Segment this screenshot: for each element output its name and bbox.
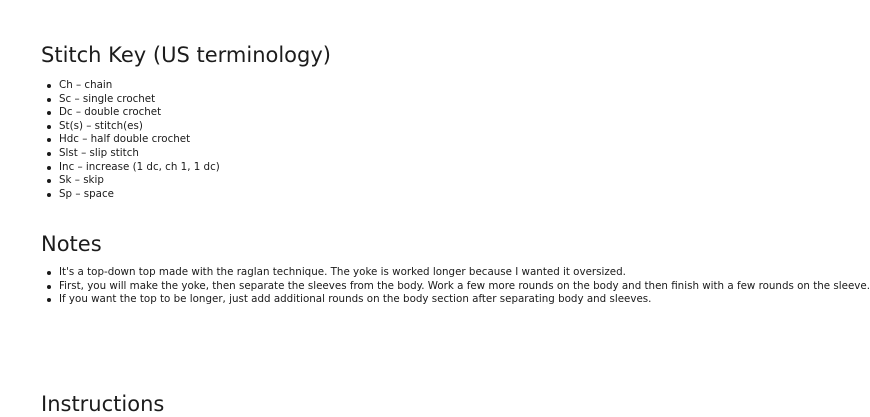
instructions-heading: Instructions [41,392,165,416]
stitch-key-item: Sp – space [59,188,220,202]
stitch-key-item: Sk – skip [59,174,220,188]
stitch-key-heading: Stitch Key (US terminology) [41,43,331,67]
stitch-key-item: Inc – increase (1 dc, ch 1, 1 dc) [59,160,220,173]
stitch-key-list [59,79,220,201]
stitch-key-item: Dc – double crochet [59,106,220,120]
notes-item: If you want the top to be longer, just add additional rounds on the body section after separating body and sleeves. [59,293,652,306]
stitch-key-item: Slst – slip stitch [59,147,220,161]
notes-heading: Notes [41,232,102,256]
notes-item: First, you will make the yoke, then separate the sleeves from the body. Work a few more rounds on the body and then finish with a few rounds on the sleeve. [59,279,870,292]
notes-list [59,266,870,307]
stitch-key-item: St(s) – stitch(es) [59,120,220,134]
stitch-key-item: Sc – single crochet [59,93,220,107]
stitch-key-item: Hdc – half double crochet [59,133,220,147]
notes-item: It's a top-down top made with the raglan technique. The yoke is worked longer because I wanted it oversized. [59,266,626,278]
stitch-key-item: Ch – chain [59,79,220,93]
